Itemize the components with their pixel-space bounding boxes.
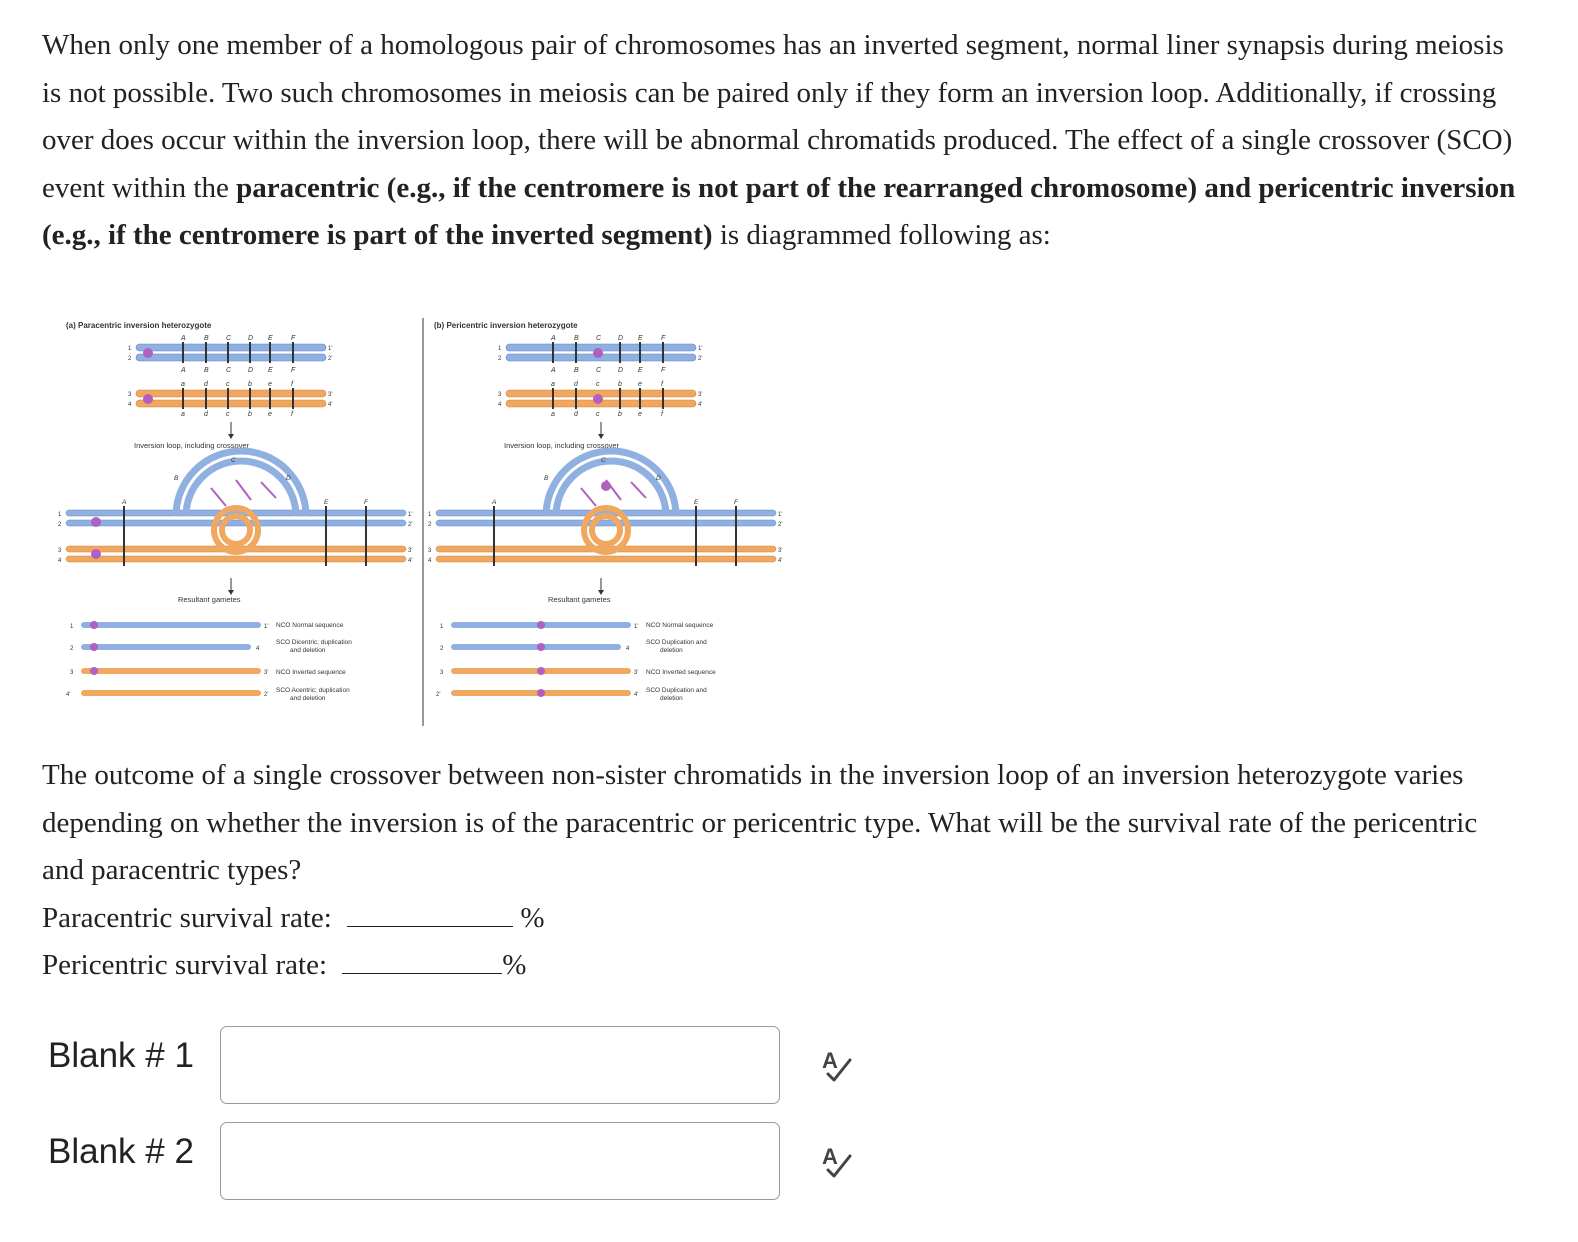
svg-text:3': 3'	[778, 548, 783, 554]
svg-text:c: c	[226, 411, 230, 418]
svg-text:4: 4	[58, 558, 62, 564]
question-intro-text-b: is diagrammed following as:	[712, 219, 1051, 251]
svg-text:4': 4'	[328, 402, 333, 408]
inversion-diagram-svg	[36, 310, 783, 730]
figure-divider	[422, 318, 424, 726]
panel-b-title: (b) Pericentric inversion heterozygote	[434, 321, 578, 330]
svg-text:deletion: deletion	[660, 695, 683, 702]
svg-text:C: C	[226, 335, 232, 342]
svg-text:d: d	[574, 411, 578, 418]
svg-text:1: 1	[498, 346, 502, 352]
svg-text:4': 4'	[66, 692, 71, 698]
svg-text:3: 3	[58, 548, 62, 554]
svg-text:b: b	[248, 381, 252, 388]
svg-text:1: 1	[428, 512, 432, 518]
svg-text:c: c	[596, 411, 600, 418]
blank-2-label: Blank # 2	[48, 1132, 194, 1171]
svg-text:2': 2'	[408, 522, 413, 528]
svg-text:2: 2	[428, 522, 432, 528]
svg-text:1': 1'	[328, 346, 333, 352]
svg-text:c: c	[596, 381, 600, 388]
panel-a-gametes-caption: Resultant gametes	[178, 595, 241, 604]
inversion-diagram	[36, 310, 783, 730]
svg-text:A: A	[181, 367, 186, 374]
svg-text:3: 3	[70, 670, 74, 676]
svg-text:f: f	[291, 381, 293, 388]
svg-text:f: f	[661, 381, 663, 388]
svg-text:1: 1	[70, 624, 74, 630]
svg-text:A: A	[492, 499, 497, 506]
paracentric-rate-label: Paracentric survival rate:	[42, 901, 332, 934]
svg-text:F: F	[364, 499, 368, 506]
svg-text:3: 3	[428, 548, 432, 554]
svg-text:f: f	[661, 411, 663, 418]
svg-text:4': 4'	[778, 558, 783, 564]
pericentric-percent: %	[502, 949, 527, 981]
svg-text:D: D	[618, 335, 624, 342]
svg-text:C: C	[596, 335, 602, 342]
svg-text:E: E	[324, 499, 329, 506]
svg-text:NCO Normal sequence: NCO Normal sequence	[646, 622, 714, 629]
svg-text:3': 3'	[264, 670, 269, 676]
svg-text:4: 4	[498, 402, 502, 408]
svg-text:F: F	[734, 499, 738, 506]
question-intro-text-a: When only one member of a homologous pair of chromosomes has an inverted segment, normal liner synapsis during meiosis is not possible. Two such chromosomes in meiosis can be paired only if they form an inversion loop. Additionally, if crossing over does occur within the inversion loop, there will be abnormal chromatids produced. The effect of a single crossover (SCO) event within the	[42, 29, 1513, 204]
svg-text:4': 4'	[634, 692, 639, 698]
svg-text:1: 1	[58, 512, 62, 518]
panel-b-loop-caption: Inversion loop, including crossover	[504, 441, 620, 450]
svg-text:d: d	[204, 381, 208, 388]
svg-text:C: C	[231, 457, 236, 464]
svg-text:3': 3'	[328, 392, 333, 398]
svg-text:2': 2'	[328, 356, 333, 362]
svg-text:2': 2'	[264, 692, 269, 698]
pericentric-underline	[342, 947, 502, 974]
svg-text:b: b	[248, 411, 252, 418]
svg-text:b: b	[618, 411, 622, 418]
panel-b-inversion-loop	[428, 451, 782, 566]
pericentric-rate-label: Pericentric survival rate:	[42, 949, 328, 981]
svg-text:F: F	[661, 367, 666, 374]
svg-text:e: e	[268, 381, 272, 388]
svg-text:NCO Inverted sequence: NCO Inverted sequence	[646, 669, 716, 676]
svg-text:d: d	[574, 381, 578, 388]
svg-text:1': 1'	[698, 346, 703, 352]
svg-text:B: B	[574, 335, 579, 342]
svg-text:1': 1'	[264, 624, 269, 630]
svg-text:1': 1'	[634, 624, 639, 630]
svg-text:2: 2	[128, 356, 132, 362]
svg-text:C: C	[601, 457, 606, 464]
svg-text:E: E	[268, 335, 273, 342]
svg-text:2: 2	[58, 522, 62, 528]
svg-text:A: A	[822, 1048, 838, 1073]
svg-text:e: e	[268, 411, 272, 418]
svg-text:c: c	[226, 381, 230, 388]
svg-text:3': 3'	[634, 670, 639, 676]
svg-text:E: E	[638, 335, 643, 342]
blank-2-input[interactable]	[220, 1122, 780, 1200]
svg-text:B: B	[204, 367, 209, 374]
paracentric-rate-line	[42, 895, 1522, 943]
svg-text:2': 2'	[778, 522, 783, 528]
svg-text:D: D	[248, 367, 254, 374]
svg-text:B: B	[574, 367, 579, 374]
svg-text:A: A	[122, 499, 127, 506]
svg-text:4: 4	[256, 646, 260, 652]
svg-text:D: D	[286, 475, 291, 482]
svg-text:a: a	[551, 411, 555, 418]
svg-text:SCO Dicentric; duplication: SCO Dicentric; duplication	[276, 639, 352, 646]
svg-text:b: b	[618, 381, 622, 388]
spellcheck-icon[interactable]	[818, 1142, 858, 1182]
svg-text:2: 2	[498, 356, 502, 362]
svg-text:1': 1'	[778, 512, 783, 518]
svg-text:and deletion: and deletion	[290, 695, 326, 702]
svg-text:C: C	[226, 367, 232, 374]
svg-text:2': 2'	[436, 692, 441, 698]
svg-text:A: A	[822, 1144, 838, 1169]
panel-a-inversion-loop	[58, 451, 412, 566]
panel-a-title: (a) Paracentric inversion heterozygote	[66, 321, 212, 330]
svg-text:NCO Normal sequence: NCO Normal sequence	[276, 622, 344, 629]
svg-text:F: F	[291, 367, 296, 374]
svg-text:SCO Duplication and: SCO Duplication and	[646, 687, 707, 694]
question-intro	[42, 22, 1522, 260]
svg-text:e: e	[638, 381, 642, 388]
svg-text:D: D	[618, 367, 624, 374]
svg-text:a: a	[551, 381, 555, 388]
svg-text:a: a	[181, 411, 185, 418]
svg-text:1: 1	[440, 624, 444, 630]
spellcheck-icon[interactable]	[818, 1046, 858, 1086]
blank-1-input[interactable]	[220, 1026, 780, 1104]
svg-text:B: B	[174, 475, 179, 482]
svg-text:E: E	[694, 499, 699, 506]
svg-text:4: 4	[428, 558, 432, 564]
svg-text:3': 3'	[698, 392, 703, 398]
paracentric-underline	[347, 900, 513, 927]
question-intro-bold: paracentric (e.g., if the centromere is not part of the rearranged chromosome) and pericentric inversion (e.g., if the centromere is part of the inverted segment)	[42, 171, 1516, 251]
svg-text:SCO Duplication and: SCO Duplication and	[646, 639, 707, 646]
svg-text:D: D	[656, 475, 661, 482]
svg-text:C: C	[596, 367, 602, 374]
svg-text:a: a	[181, 381, 185, 388]
svg-text:4': 4'	[408, 558, 413, 564]
svg-text:2: 2	[440, 646, 444, 652]
svg-text:e: e	[638, 411, 642, 418]
svg-text:4: 4	[626, 646, 630, 652]
svg-text:F: F	[291, 335, 296, 342]
svg-text:3: 3	[440, 670, 444, 676]
question-prompt-text: The outcome of a single crossover between non-sister chromatids in the inversion loop of an inversion heterozygote varies depending on whether the inversion is of the paracentric or pericentric type. What will be the survival rate of the pericentric and paracentric types?	[42, 759, 1478, 886]
svg-text:A: A	[551, 367, 556, 374]
svg-text:E: E	[268, 367, 273, 374]
svg-text:4: 4	[128, 402, 132, 408]
svg-text:1: 1	[128, 346, 132, 352]
svg-text:A: A	[551, 335, 556, 342]
svg-text:deletion: deletion	[660, 647, 683, 654]
svg-text:D: D	[248, 335, 254, 342]
svg-text:B: B	[544, 475, 549, 482]
svg-text:f: f	[291, 411, 293, 418]
svg-text:2: 2	[70, 646, 74, 652]
svg-text:3: 3	[498, 392, 502, 398]
svg-text:E: E	[638, 367, 643, 374]
svg-text:d: d	[204, 411, 208, 418]
panel-a-top-pair	[128, 335, 332, 418]
svg-text:4': 4'	[698, 402, 703, 408]
paracentric-percent: %	[520, 901, 545, 934]
svg-text:NCO Inverted sequence: NCO Inverted sequence	[276, 669, 346, 676]
svg-text:3': 3'	[408, 548, 413, 554]
svg-text:A: A	[181, 335, 186, 342]
panel-b-gametes-caption: Resultant gametes	[548, 595, 611, 604]
svg-text:F: F	[661, 335, 666, 342]
question-prompt	[42, 752, 1522, 990]
svg-text:SCO Acentric; duplication: SCO Acentric; duplication	[276, 687, 350, 694]
blank-1-label: Blank # 1	[48, 1036, 194, 1075]
panel-a-gametes	[66, 621, 352, 702]
svg-text:1': 1'	[408, 512, 413, 518]
panel-b-top-pair	[498, 335, 702, 418]
svg-text:B: B	[204, 335, 209, 342]
panel-a-loop-caption: Inversion loop, including crossover	[134, 441, 250, 450]
panel-b-gametes	[436, 621, 716, 702]
svg-text:and deletion: and deletion	[290, 647, 326, 654]
pericentric-rate-line	[42, 942, 1522, 990]
svg-text:2': 2'	[698, 356, 703, 362]
svg-text:3: 3	[128, 392, 132, 398]
